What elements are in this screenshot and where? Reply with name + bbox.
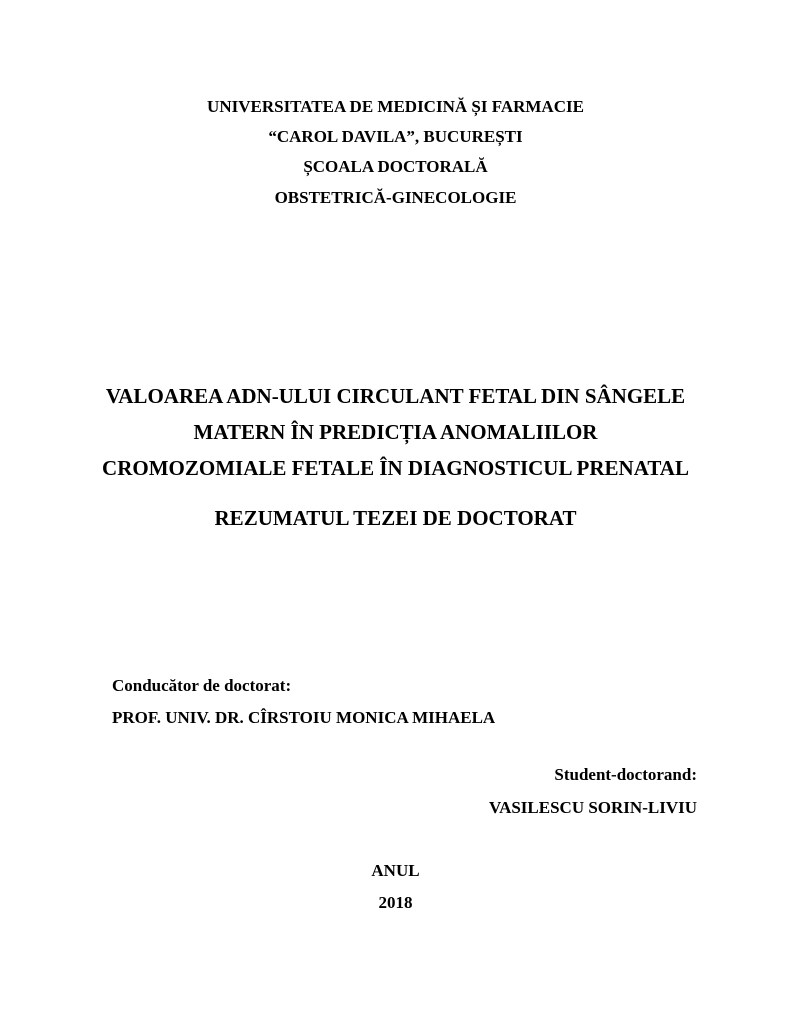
student-name: VASILESCU SORIN-LIVIU: [488, 798, 697, 817]
year-value: 2018: [378, 893, 413, 912]
year-label: ANUL: [371, 861, 420, 880]
thesis-title-line-1: VALOAREA ADN-ULUI CIRCULANT FETAL DIN SÂNGELE: [105, 384, 686, 408]
supervisor-name: PROF. UNIV. DR. CÎRSTOIU MONICA MIHAELA: [112, 708, 496, 727]
institution-line-2: “CAROL DAVILA”, BUCUREȘTI: [268, 127, 523, 146]
institution-line-4: OBSTETRICĂ-GINECOLOGIE: [274, 188, 517, 207]
institution-line-3: ȘCOALA DOCTORALĂ: [303, 157, 488, 176]
thesis-title-line-2: MATERN ÎN PREDICȚIA ANOMALIILOR: [193, 420, 598, 444]
thesis-title-line-3: CROMOZOMIALE FETALE ÎN DIAGNOSTICUL PRENATAL: [102, 456, 689, 480]
supervisor-label: Conducător de doctorat:: [112, 676, 292, 695]
thesis-subtitle: REZUMATUL TEZEI DE DOCTORAT: [214, 506, 577, 530]
student-label: Student-doctorand:: [554, 765, 697, 784]
institution-line-1: UNIVERSITATEA DE MEDICINĂ ȘI FARMACIE: [207, 97, 584, 116]
